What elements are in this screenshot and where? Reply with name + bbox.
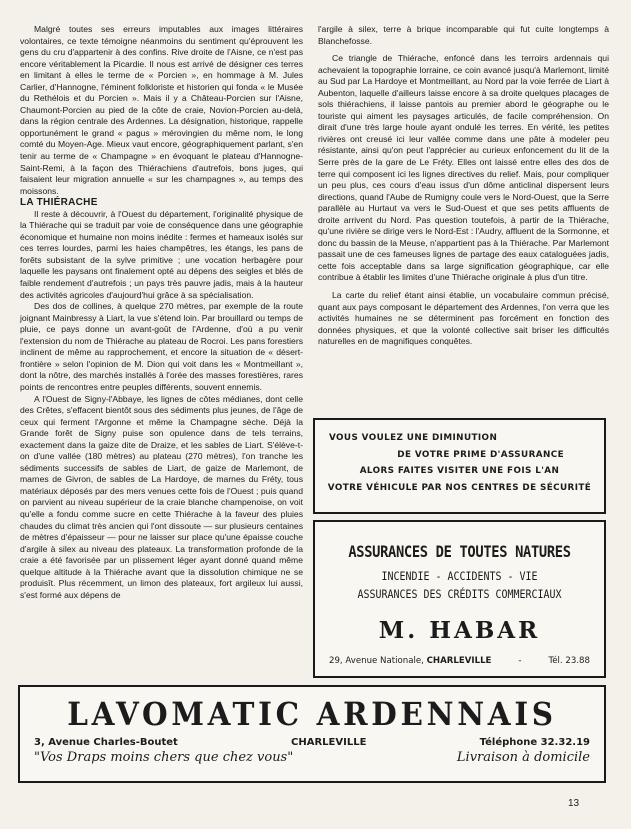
ad-lavomatic-tagline [34,750,590,765]
right-column [318,24,609,348]
paragraph-argile: l'argile à silex, terre à brique incomparable qui fut cuite longtemps à Blanchefosse. [318,24,609,46]
ad-line-3: ALORS FAITES VISITER UNE FOIS L'AN [359,466,560,476]
left-column [20,24,303,601]
paragraph-carte: La carte du relief étant ainsi établie, un vocabulaire commun précisé, quant aux pays composant le département des Ardennes, l'on verra que les activités humaines ne se déterminent pas forcément en fonction des données physiques, et que la volonté collective sait briser les difficultés naturelles en de magnifiques conquêtes. [318,290,609,347]
ad-lavomatic-phone: Téléphone 32.32.19 [479,737,590,748]
ad-dash: - [518,656,522,666]
ad-subtitle-credits: ASSURANCES DES CRÉDITS COMMERCIAUX [357,587,562,601]
paragraph-thierache-intro: Il reste à découvrir, à l'Ouest du département, l'originalité physique de la Thiérache qui se traduit par voie de conséquence dans une géographie économique et humaine non moins inédite : fermes et hameaux isolés sur ces terres lourdes, parmi les haies champêtres, les étangs, les pans de forêts subsistant de la sylve primitive ; une vocation herbagère pour laquelle les paysans ont finalement opté au dépens des seigles et blés de faible rendement d'autrefois ; un pays très pauvre jadis, mais à la hauteur des activités agricoles d'aujourd'hui grâce à sa spécialisation. [20,208,303,300]
ad-address: 29, Avenue Nationale, CHARLEVILLE [329,656,492,666]
ad-lavomatic-city: CHARLEVILLE [291,737,367,748]
paragraph-triangle: Ce triangle de Thiérache, enfoncé dans les terroirs ardennais qui achevaient la topographie lorraine, ce coin avancé jusqu'à Marlemont, limité au Sud par La Hardoye et Montmeillant, au Nord par la voie ferrée de Liart à Aubenton, laquelle d'ailleurs laisse encore à sa droite quelques placages de sols thiérachiens, il laisse pantois au premier abord le géographe ou le touriste qui aiment les paysages articulés, de facile compréhension. On dirait d'une très large houle ayant ondulé les terres. En vérité, les petites rivières ont creusé ici leur vallée comme dans une pâte à modeler peu résistante, ainsi qu'on peut l'apprécier au curieux enfoncement du lit de la Serre près de la gare de Le Fréty. Elles ont laissé entre elles des dos de terre qui composent ici les lignes directives du relief. Mais, pour compliquer un peu plus, ces cours d'eau issus d'un dôme anticlinal dispersent leurs directions, quand l'Aube de Rumigny coule vers le Nord-Ouest, que la Serre parallèle au Hurtaut va vers le Sud-Ouest et que ses petits affluents de droite arrivent du Nord. Pas question toutefois, à partir de la Thiérache, qu'une rivière se dirige vers le Nord-Est : l'Audry, affluent de la Sormonne, et donc du bassin de la Meuse, n'appartient pas à la Thiérache. Par Marlemont passait une de ces fameuses lignes de partage des eaux cataloguées jadis, cette fois acceptable dans sa large signification géographique, car elle contribue à établir les limites d'une Thiérache originale à plus d'un titre. [318,53,609,283]
ad-title: ASSURANCES DE TOUTES NATURES [348,542,571,561]
advertisement-prime-assurance [313,418,606,514]
ad-subtitle: INCENDIE - ACCIDENTS - VIE [381,569,538,583]
ad-lavomatic-address: 3, Avenue Charles-Boutet [34,737,178,748]
paragraph-collines: Des dos de collines, à quelque 270 mètres, par exemple de la route joignant Mainbressy à Liart, la vue s'étend loin. Par brouillard ou temps de pluie, ce pays donne un avant-goût de l'Ardenne, d'où a pu venir l'extension du nom de Thiérache au plateau de Rocroi. Les pans forestiers inclinent de même au rapprochement, et encore la situation de « désert-frontière » selon l'opinion de M. Dion qui voit dans les « Montmeillant », dont la nôtre, des marchés installés à l'orée des masses forestières, rares points de rencontres entre peuples différents, souvent ennemis. [20,301,303,392]
paragraph-signy: A l'Ouest de Signy-l'Abbaye, les lignes de côtes médianes, dont celle des Crêtes, s'effacent bientôt sous des sédiments plus jeunes, de l'âge de ceux qui ferment l'Argonne et même la Champagne sèche. Déjà la Grande forêt de Signy puise son opulence dans de tels terrains, exactement dans la gaize dite de Draize, et les sables de Liart. S'élève-t-on d'une vallée (180 mètres) au plateau (270 mètres), l'on tranche les sédiments successifs de sables de Liart, de gaize de Marlemont, de marnes de Givron, de sables de La Hardoye, de marnes du Fréty, tous matériaux déposés par des mers venues cette fois de l'Ouest ; puis quand on parvient au niveau supérieur de la craie blanche champenoise, on voit qu'elle a fondu comme sucre en cette Thiérache à la faveur des pluies chaudes du climat très ancien qui l'ont dissoute — sur plusieurs centaines de mètres d'épaisseur — pour ne laisser sur place qu'une épaisse couche d'argile à silex au niveau des plateaux. La transformation profonde de la craie a été favorisée par un plissement léger ayant donné quand même quelque altitude à la Thiérache avant que la dissolution chimique ne se produisît. Plus récemment, un limon des plateaux, fort argileux lui aussi, s'est formé aux dépens de [20,393,303,600]
ad-lavomatic-delivery: Livraison à domicile [456,750,590,765]
ad-address-line [315,656,604,666]
ad-line-1: VOUS VOULEZ UNE DIMINUTION [329,433,498,443]
section-heading: LA THIÉRACHE [20,197,98,209]
ad-lavomatic-contact [34,737,590,748]
ad-lavomatic-title: LAVOMATIC ARDENNAIS [67,695,557,733]
ad-company-name: M. HABAR [378,617,541,644]
ad-line-4: VOTRE VÉHICULE PAR NOS CENTRES DE SÉCURITÉ [327,482,592,493]
ad-phone: Tél. 23.88 [548,656,590,666]
paragraph-porcien: Malgré toutes ses erreurs imputables aux images littéraires volontaires, ce texte témoigne néanmoins du sentiment qu'éprouvent les gens du cru d'appartenir à des confins. Rive droite de l'Aisne, ce n'est pas encore véritablement la Picardie. Il nous est arrivé de désigner ces terres en limitant à elles le terme de « Porcien », en hommage à M. Jules Carlier, d'Hannogne, l'éminent folkloriste et historien qui fonda « le Musée du Rethélois et du Porcien ». Mais il y a Château-Porcien sur l'Aisne, Chaumont-Porcien au pied de la côte de craie, Novion-Porcien au-delà, dans la région centrale des Ardennes. La désignation, historique, rappelle opportunément le grand « pagus » mérovingien du même nom, le long comté du Moyen-Age. Mieux vaut encore, géographiquement parlant, s'en tenir au terme de « Champagne » en évoquant le plateau d'Hannogne-Saint-Remi, à la façon des Thiérachiens d'autrefois, bons juges, qui faisaient leur migration annuelle « sur les champagnes », au temps des moissons. [20,24,303,196]
advertisement-assurances-habar [313,520,606,678]
page-number: 13 [568,798,580,809]
ad-line-2: DE VOTRE PRIME D'ASSURANCE [397,449,564,460]
advertisement-lavomatic [18,685,606,783]
ad-lavomatic-slogan: "Vos Draps moins chers que chez vous" [34,750,294,765]
